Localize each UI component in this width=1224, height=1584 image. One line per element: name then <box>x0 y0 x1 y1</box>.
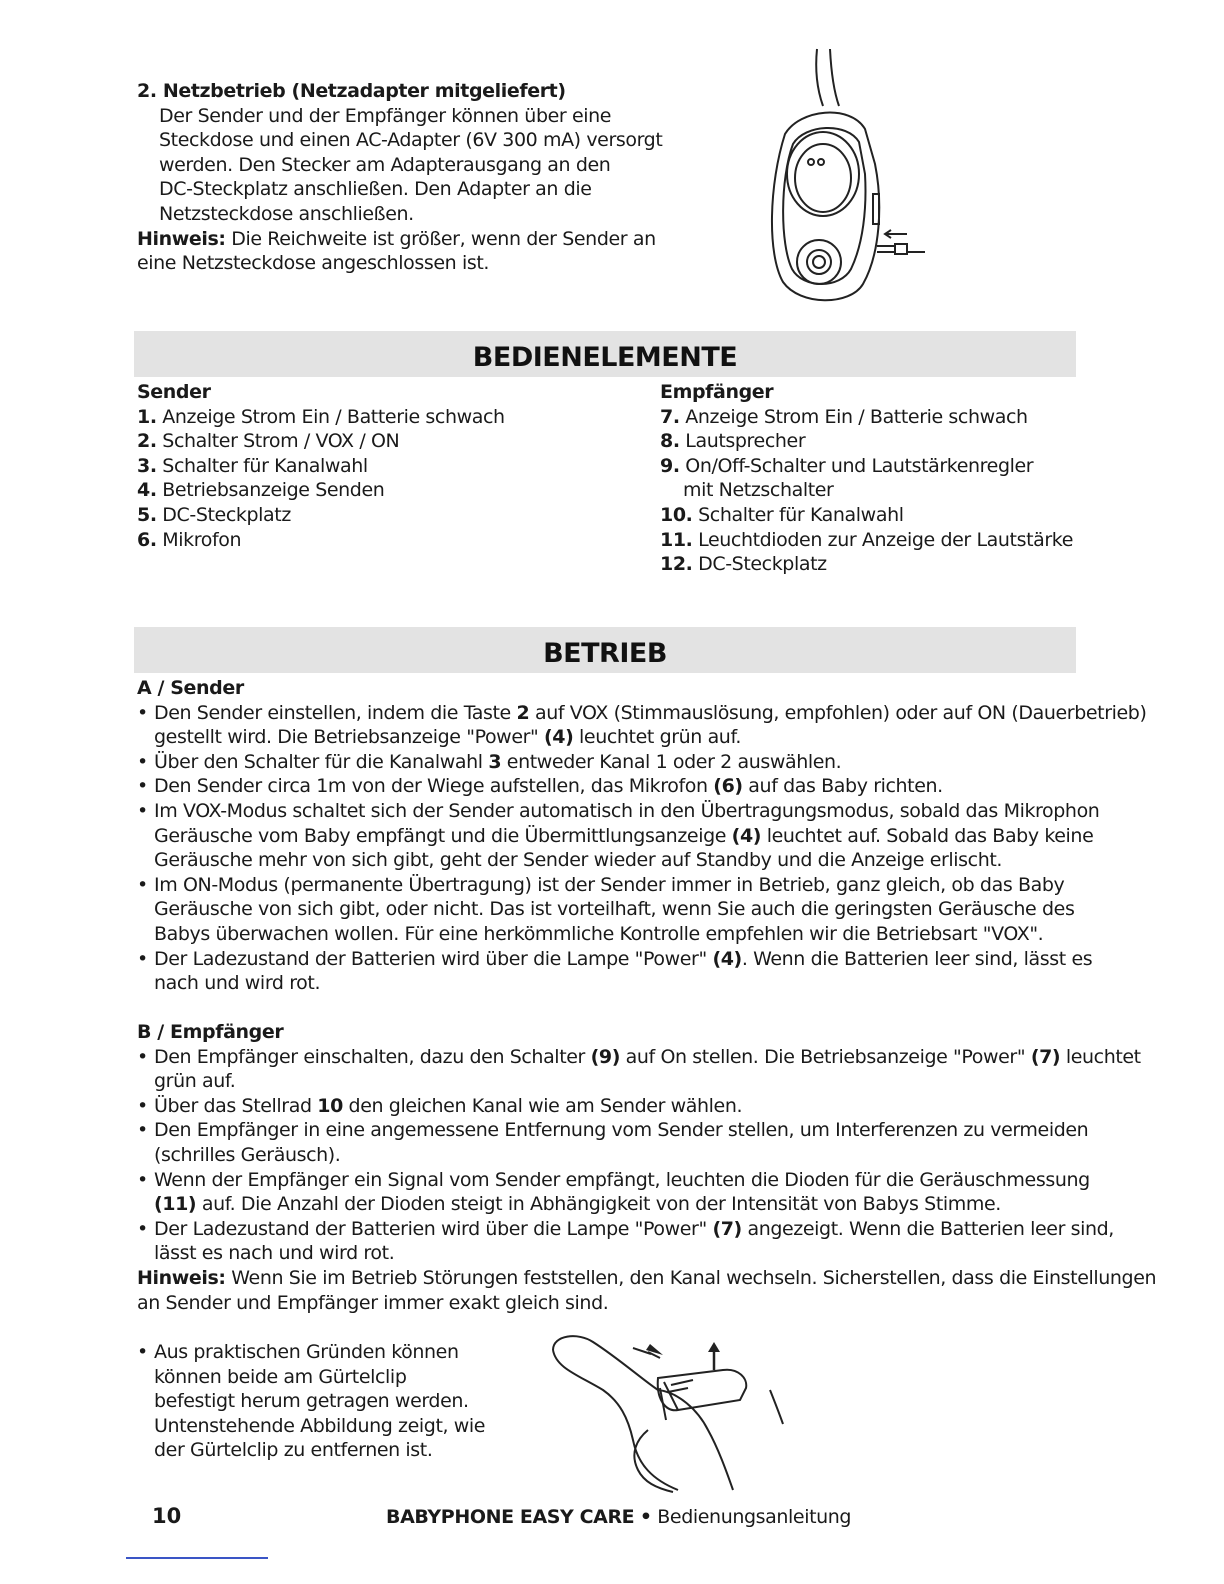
list-item <box>660 503 1080 528</box>
operation-receiver <box>137 1020 1157 1315</box>
clip-line: der Gürtelclip zu entfernen ist. <box>154 1439 433 1462</box>
item-text: Schalter für Kanalwahl <box>156 454 368 477</box>
item-text: Schalter Strom / VOX / ON <box>156 430 400 453</box>
sender-heading: Sender <box>137 381 211 403</box>
clip-line: • Aus praktischen Gründen können <box>137 1340 497 1365</box>
list-item <box>137 503 647 528</box>
item-text: Schalter für Kanalwahl <box>692 503 904 526</box>
operation-note-cont: an Sender und Empfänger immer exakt gleich sind. <box>137 1291 609 1314</box>
bullet-continuation: (11) auf. Die Anzahl der Dioden steigt in Abhängigkeit von der Intensität von Babys Stimme. <box>154 1193 1001 1216</box>
item-number: 9. <box>660 454 680 477</box>
mains-line: Steckdose und einen AC-Adapter (6V 300 mA) versorgt <box>159 129 663 152</box>
item-text: Anzeige Strom Ein / Batterie schwach <box>679 405 1028 428</box>
receiver-list <box>660 405 1080 577</box>
operation-note: Hinweis: Wenn Sie im Betrieb Störungen feststellen, den Kanal wechseln. Sicherstellen, dass die Einstellungen <box>137 1266 1157 1289</box>
item-text: DC-Steckplatz <box>156 503 291 526</box>
bullet-item: • Den Empfänger in eine angemessene Entfernung vom Sender stellen, um Interferenzen zu vermeiden <box>137 1118 1074 1143</box>
mains-note-cont: eine Netzsteckdose angeschlossen ist. <box>137 252 490 275</box>
item-text: Lautsprecher <box>679 430 806 453</box>
bullet-item: • Im ON-Modus (permanente Übertragung) ist der Sender immer in Betrieb, ganz gleich, ob das Baby <box>137 873 1074 898</box>
list-item <box>137 405 647 430</box>
mains-line: Der Sender und der Empfänger können über eine <box>159 104 612 127</box>
bullet-continuation: Geräusche mehr von sich gibt, geht der Sender wieder auf Standby und die Anzeige erlischt. <box>154 849 1003 872</box>
bullet-continuation: grün auf. <box>154 1070 236 1093</box>
item-text: mit Netzschalter <box>683 479 834 502</box>
mains-heading: 2. Netzbetrieb (Netzadapter mitgeliefert) <box>137 80 566 102</box>
item-number: 8. <box>660 430 680 453</box>
controls-title: BEDIENELEMENTE <box>134 331 1076 377</box>
footer-rule <box>126 1557 268 1559</box>
bullet-item: • Der Ladezustand der Batterien wird über die Lampe "Power" (7) angezeigt. Wenn die Batterien leer sind, <box>137 1217 1074 1242</box>
item-number: 3. <box>137 454 157 477</box>
list-item <box>660 528 1080 553</box>
page-number: 10 <box>152 1504 182 1528</box>
list-item <box>660 454 1080 479</box>
mains-section <box>137 79 663 276</box>
list-item <box>660 478 1080 503</box>
bullet-item: • Der Ladezustand der Batterien wird über die Lampe "Power" (4). Wenn die Batterien leer sind, lässt es <box>137 947 1074 972</box>
bullet-item: • Den Sender circa 1m von der Wiege aufstellen, das Mikrofon (6) auf das Baby richten. <box>137 774 1074 799</box>
list-item <box>660 429 1080 454</box>
item-number: 2. <box>137 430 157 453</box>
item-number: 10. <box>660 503 693 526</box>
bullet-item: • Den Sender einstellen, indem die Taste 2 auf VOX (Stimmauslösung, empfohlen) oder auf ON (Dauerbetrieb) <box>137 701 1074 726</box>
sender-operation-body <box>137 701 1147 996</box>
bullet-continuation: (schrilles Geräusch). <box>154 1143 341 1166</box>
item-text: Leuchtdioden zur Anzeige der Lautstärke <box>692 528 1074 551</box>
item-text: Anzeige Strom Ein / Batterie schwach <box>156 405 505 428</box>
item-number: 6. <box>137 528 157 551</box>
item-number: 12. <box>660 553 693 576</box>
bullet-item: • Den Empfänger einschalten, dazu den Schalter (9) auf On stellen. Die Betriebsanzeige "Power" (7) leuchtet <box>137 1045 1074 1070</box>
list-item <box>137 429 647 454</box>
list-item <box>137 478 647 503</box>
bullet-continuation: lässt es nach und wird rot. <box>154 1242 395 1265</box>
list-item <box>660 405 1080 430</box>
sender-operation-heading: A / Sender <box>137 677 244 699</box>
bullet-continuation: nach und wird rot. <box>154 972 321 995</box>
item-number: 1. <box>137 405 157 428</box>
item-number: 7. <box>660 405 680 428</box>
receiver-operation-heading: B / Empfänger <box>137 1021 284 1043</box>
bullet-item: • Über das Stellrad 10 den gleichen Kanal wie am Sender wählen. <box>137 1094 1074 1119</box>
item-text: Mikrofon <box>156 528 242 551</box>
list-item <box>660 552 1080 577</box>
list-item <box>137 528 647 553</box>
belt-clip-body <box>137 1340 497 1463</box>
bullet-item: • Im VOX-Modus schaltet sich der Sender automatisch in den Übertragungsmodus, sobald das Mikrophon <box>137 799 1074 824</box>
belt-clip-text <box>137 1340 497 1463</box>
bullet-continuation: Babys überwachen wollen. Für eine herkömmliche Kontrolle empfehlen wir die Betriebsart "VOX". <box>154 922 1044 945</box>
item-number: 5. <box>137 503 157 526</box>
receiver-operation-body <box>137 1045 1141 1266</box>
receiver-heading: Empfänger <box>660 381 774 403</box>
belt-clip-illustration <box>548 1330 788 1495</box>
sender-controls <box>137 380 647 552</box>
bullet-continuation: gestellt wird. Die Betriebsanzeige "Power" (4) leuchtet grün auf. <box>154 726 741 749</box>
mains-line: werden. Den Stecker am Adapterausgang an den <box>159 153 611 176</box>
item-text: DC-Steckplatz <box>692 553 827 576</box>
item-number: 11. <box>660 528 693 551</box>
receiver-controls <box>660 380 1080 577</box>
item-number: 4. <box>137 479 157 502</box>
bullet-continuation: Geräusche von sich gibt, oder nicht. Das ist vorteilhaft, wenn Sie auch die geringsten Geräusche des <box>154 898 1075 921</box>
item-text: Betriebsanzeige Senden <box>156 479 385 502</box>
item-text: On/Off-Schalter und Lautstärkenregler <box>679 454 1034 477</box>
mains-line: Netzsteckdose anschließen. <box>159 202 414 225</box>
clip-line: Untenstehende Abbildung zeigt, wie <box>154 1414 486 1437</box>
bullet-item: • Wenn der Empfänger ein Signal vom Sender empfängt, leuchten die Dioden für die Geräuschmessung <box>137 1168 1074 1193</box>
bullet-continuation: Geräusche vom Baby empfängt und die Übermittlungsanzeige (4) leuchtet auf. Sobald das Baby keine <box>154 824 1094 847</box>
operation-title: BETRIEB <box>134 627 1076 673</box>
list-item <box>137 454 647 479</box>
sender-list <box>137 405 647 553</box>
operation-sender <box>137 676 1147 996</box>
clip-line: können beide am Gürtelclip <box>154 1365 407 1388</box>
footer-title: BABYPHONE EASY CARE • Bedienungsanleitung <box>386 1506 852 1528</box>
mains-body <box>137 104 663 227</box>
mains-note: Hinweis: Die Reichweite ist größer, wenn der Sender an <box>137 227 656 250</box>
bullet-item: • Über den Schalter für die Kanalwahl 3 entweder Kanal 1 oder 2 auswählen. <box>137 750 1074 775</box>
clip-line: befestigt herum getragen werden. <box>154 1390 469 1413</box>
transmitter-illustration <box>755 44 945 309</box>
mains-line: DC-Steckplatz anschließen. Den Adapter an die <box>159 178 592 201</box>
